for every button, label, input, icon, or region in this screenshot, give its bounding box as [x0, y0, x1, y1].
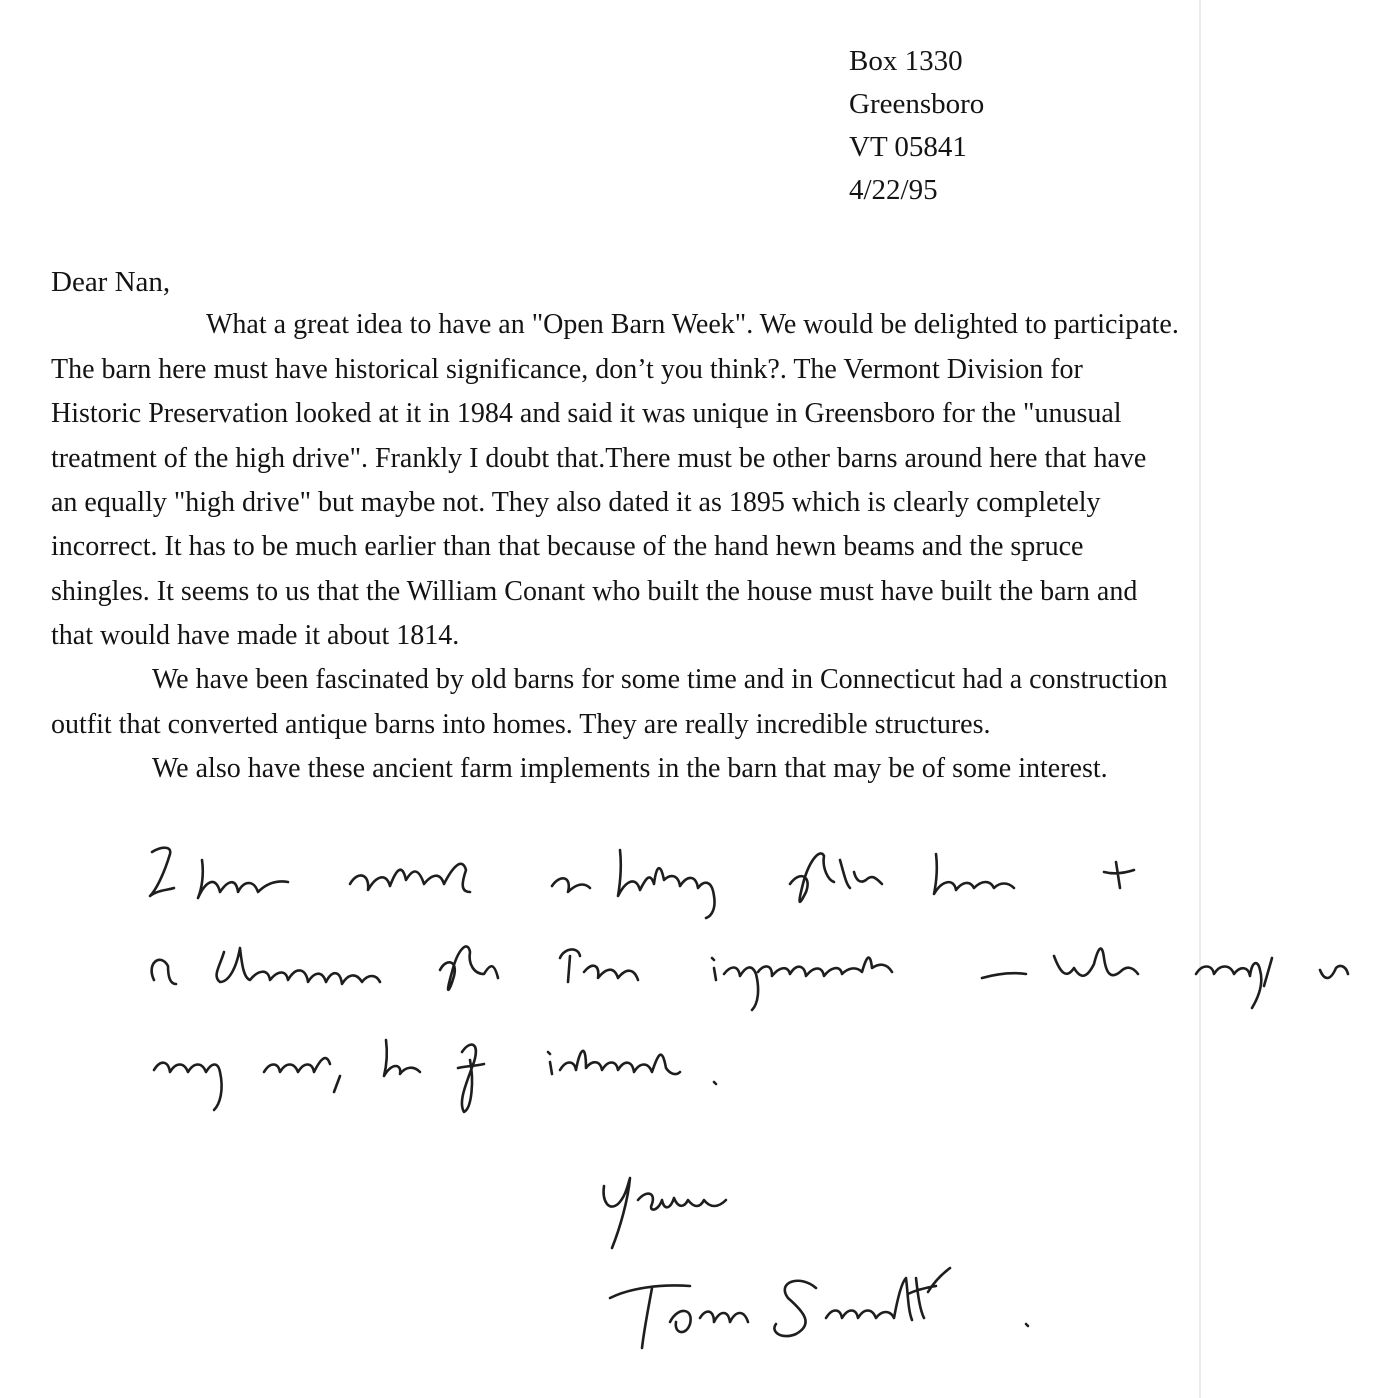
letter-date: 4/22/95: [849, 174, 938, 206]
paragraph-1-line: Historic Preservation looked at it in 1984 and said it was unique in Greensboro for the "unusual: [51, 398, 1122, 429]
address-town: Greensboro: [849, 88, 985, 120]
paragraph-1-line: incorrect. It has to be much earlier than that because of the hand hewn beams and the spruce: [51, 531, 1084, 562]
handwritten-note: [140, 840, 1360, 1120]
salutation: Dear Nan,: [51, 266, 171, 298]
address-state-zip: VT 05841: [849, 131, 967, 163]
paragraph-1-line: The barn here must have historical significance, don’t you think?. The Vermont Division for: [51, 354, 1083, 385]
paragraph-2-line: We have been fascinated by old barns for some time and in Connecticut had a construction: [152, 664, 1168, 695]
paper-fold-line: [1199, 0, 1201, 1398]
paragraph-3-line: We also have these ancient farm implements in the barn that may be of some interest.: [152, 753, 1108, 784]
paragraph-1-line: shingles. It seems to us that the William Conant who built the house must have built the barn and: [51, 576, 1138, 607]
return-address: [849, 40, 984, 212]
handwritten-closing-and-signature: [590, 1170, 1050, 1370]
address-box: Box 1330: [849, 45, 963, 77]
paragraph-1-line: treatment of the high drive". Frankly I doubt that.There must be other barns around here that have: [51, 443, 1147, 474]
paragraph-2-line: outfit that converted antique barns into homes. They are really incredible structures.: [51, 709, 991, 740]
paragraph-1-line: an equally "high drive" but maybe not. They also dated it as 1895 which is clearly completely: [51, 487, 1101, 518]
paragraph-1-line: that would have made it about 1814.: [51, 620, 460, 651]
paragraph-1-line: What a great idea to have an "Open Barn Week". We would be delighted to participate.: [206, 309, 1179, 340]
